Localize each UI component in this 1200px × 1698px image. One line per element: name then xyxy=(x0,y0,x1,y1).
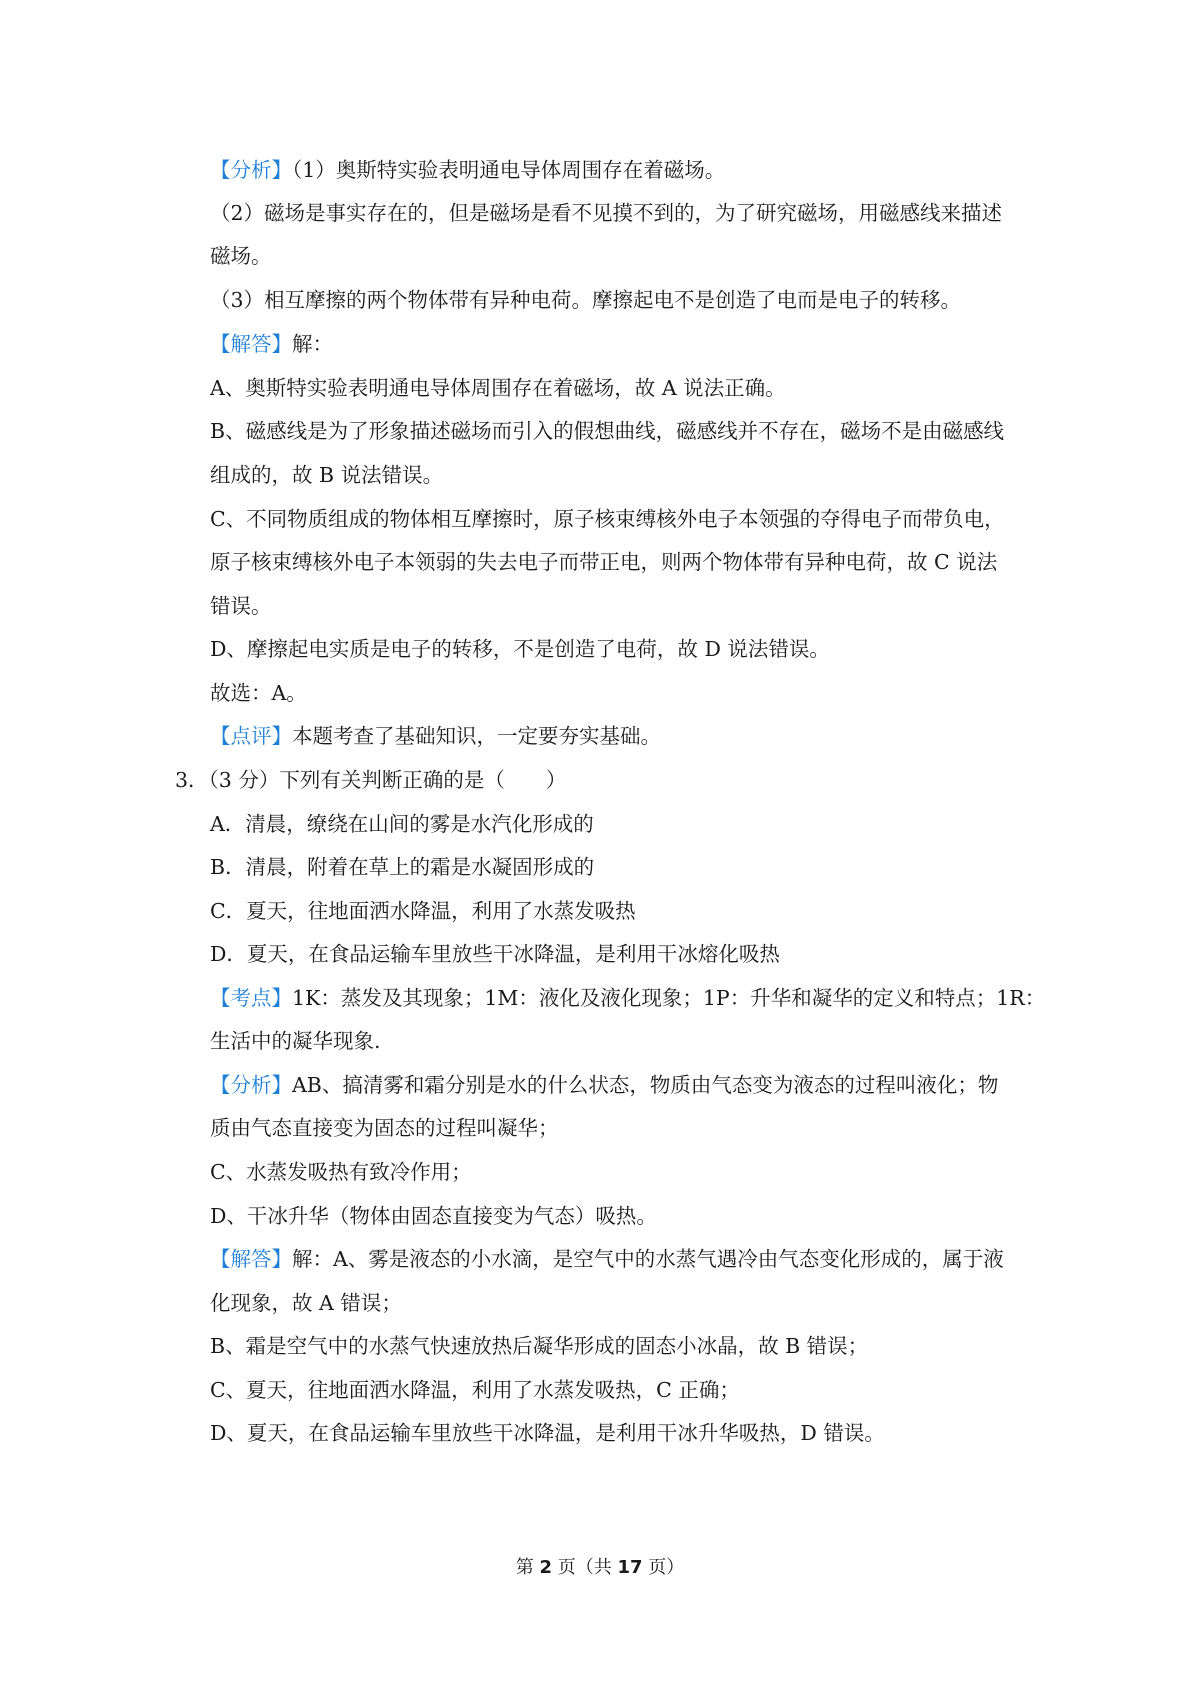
answer-intro: 解： xyxy=(292,332,333,356)
question-option-a: A．清晨，缭绕在山间的雾是水汽化形成的 xyxy=(210,812,594,836)
answer-heading-line xyxy=(210,330,333,358)
analysis-tag: 【分析】 xyxy=(210,158,292,182)
comment-line xyxy=(210,722,661,750)
analysis-text: AB、搞清雾和霜分别是水的什么状态，物质由气态变为液态的过程叫液化；物 xyxy=(292,1073,999,1097)
comment-tag: 【点评】 xyxy=(210,724,292,748)
answer-text: A、奥斯特实验表明通电导体周围存在着磁场，故 A 说法正确。 xyxy=(210,376,786,400)
answer-text: 原子核束缚核外电子本领弱的失去电子而带正电，则两个物体带有异种电荷，故 C 说法 xyxy=(210,550,998,574)
footer-middle: 页（共 xyxy=(557,1557,612,1578)
keypoint-text: 1K：蒸发及其现象；1M：液化及液化现象；1P：升华和凝华的定义和特点；1R： xyxy=(292,986,1046,1010)
analysis-text: 质由气态直接变为固态的过程叫凝华； xyxy=(210,1116,559,1140)
answer-text: 错误。 xyxy=(210,594,272,618)
answer-text: C、不同物质组成的物体相互摩擦时，原子核束缚核外电子本领强的夺得电子而带负电， xyxy=(210,507,1005,531)
page-total: 17 xyxy=(617,1557,643,1578)
answer-tag: 【解答】 xyxy=(210,1247,292,1271)
answer-heading-line xyxy=(210,1245,1004,1273)
analysis-text: （2）磁场是事实存在的，但是磁场是看不见摸不到的，为了研究磁场，用磁感线来描述 xyxy=(210,201,1003,225)
footer-suffix: 页） xyxy=(648,1557,685,1578)
answer-text: 化现象，故 A 错误； xyxy=(210,1291,402,1315)
question-stem: 3．（3 分）下列有关判断正确的是（ ） xyxy=(175,768,567,792)
question-option-d: D．夏天，在食品运输车里放些干冰降温，是利用干冰熔化吸热 xyxy=(210,942,780,966)
keypoint-text: 生活中的凝华现象. xyxy=(210,1029,381,1053)
answer-text: 组成的，故 B 说法错误。 xyxy=(210,463,444,487)
analysis-text: （1）奥斯特实验表明通电导体周围存在着磁场。 xyxy=(292,158,726,182)
answer-text: B、霜是空气中的水蒸气快速放热后凝华形成的固态小冰晶，故 B 错误； xyxy=(210,1334,869,1358)
analysis-text: （3）相互摩擦的两个物体带有异种电荷。摩擦起电不是创造了电而是电子的转移。 xyxy=(210,288,962,312)
answer-tag: 【解答】 xyxy=(210,332,292,356)
analysis-heading-line xyxy=(210,1071,998,1099)
analysis-text: D、干冰升华（物体由固态直接变为气态）吸热。 xyxy=(210,1204,657,1228)
answer-text: 解：A、雾是液态的小水滴，是空气中的水蒸气遇冷由气态变化形成的，属于液 xyxy=(292,1247,1004,1271)
answer-text: D、夏天，在食品运输车里放些干冰降温，是利用干冰升华吸热，D 错误。 xyxy=(210,1421,885,1445)
analysis-text: 磁场。 xyxy=(210,244,272,268)
page-footer xyxy=(0,1556,1200,1580)
answer-choice: 故选：A。 xyxy=(210,681,307,705)
question-option-c: C．夏天，往地面洒水降温，利用了水蒸发吸热 xyxy=(210,899,636,923)
comment-text: 本题考查了基础知识，一定要夯实基础。 xyxy=(292,724,661,748)
page-number: 2 xyxy=(539,1557,552,1578)
answer-text: C、夏天，往地面洒水降温，利用了水蒸发吸热，C 正确； xyxy=(210,1378,740,1402)
answer-text: D、摩擦起电实质是电子的转移，不是创造了电荷，故 D 说法错误。 xyxy=(210,637,830,661)
question-option-b: B．清晨，附着在草上的霜是水凝固形成的 xyxy=(210,855,595,879)
answer-text: B、磁感线是为了形象描述磁场而引入的假想曲线，磁感线并不存在，磁场不是由磁感线 xyxy=(210,419,1005,443)
analysis-text: C、水蒸发吸热有致冷作用； xyxy=(210,1160,472,1184)
keypoint-tag: 【考点】 xyxy=(210,986,292,1010)
analysis-tag: 【分析】 xyxy=(210,1073,292,1097)
analysis-heading-line xyxy=(210,156,725,184)
keypoint-heading-line xyxy=(210,984,1045,1012)
footer-prefix: 第 xyxy=(515,1557,534,1578)
